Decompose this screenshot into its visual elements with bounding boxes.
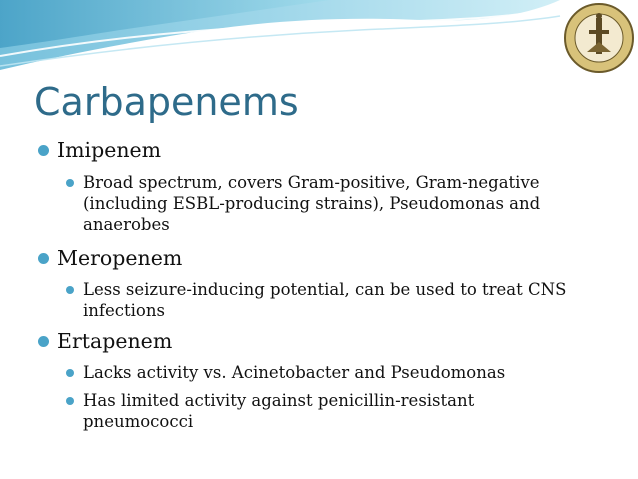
bullet-ertapenem <box>38 329 172 353</box>
sub-bullet-ertapenem-1 <box>66 362 586 383</box>
bullet-dot-icon <box>66 179 74 187</box>
bullet-dot-icon <box>38 253 49 264</box>
bullet-meropenem <box>38 246 182 270</box>
sub-bullet-meropenem-1 <box>66 279 586 321</box>
bullet-dot-icon <box>38 145 49 156</box>
slide-title: Carbapenems <box>34 80 299 124</box>
bullet-dot-icon <box>38 336 49 347</box>
sub-bullet-text: Broad spectrum, covers Gram-positive, Gram-negative (including ESBL-producing strains), Pseudomonas and anaerobes <box>83 173 541 234</box>
bullet-dot-icon <box>66 286 74 294</box>
sub-bullet-ertapenem-2 <box>66 390 586 432</box>
bullet-imipenem <box>38 138 161 162</box>
bullet-dot-icon <box>66 369 74 377</box>
bullet-dot-icon <box>66 397 74 405</box>
sub-bullet-imipenem-1 <box>66 172 586 235</box>
sub-bullet-text: Lacks activity vs. Acinetobacter and Pseudomonas <box>83 363 506 382</box>
sub-bullet-text: Has limited activity against penicillin-resistant pneumococci <box>83 391 475 431</box>
section-heading: Meropenem <box>57 246 183 270</box>
sub-bullet-text: Less seizure-inducing potential, can be used to treat CNS infections <box>83 280 567 320</box>
section-heading: Imipenem <box>57 138 162 162</box>
section-heading: Ertapenem <box>57 329 173 353</box>
